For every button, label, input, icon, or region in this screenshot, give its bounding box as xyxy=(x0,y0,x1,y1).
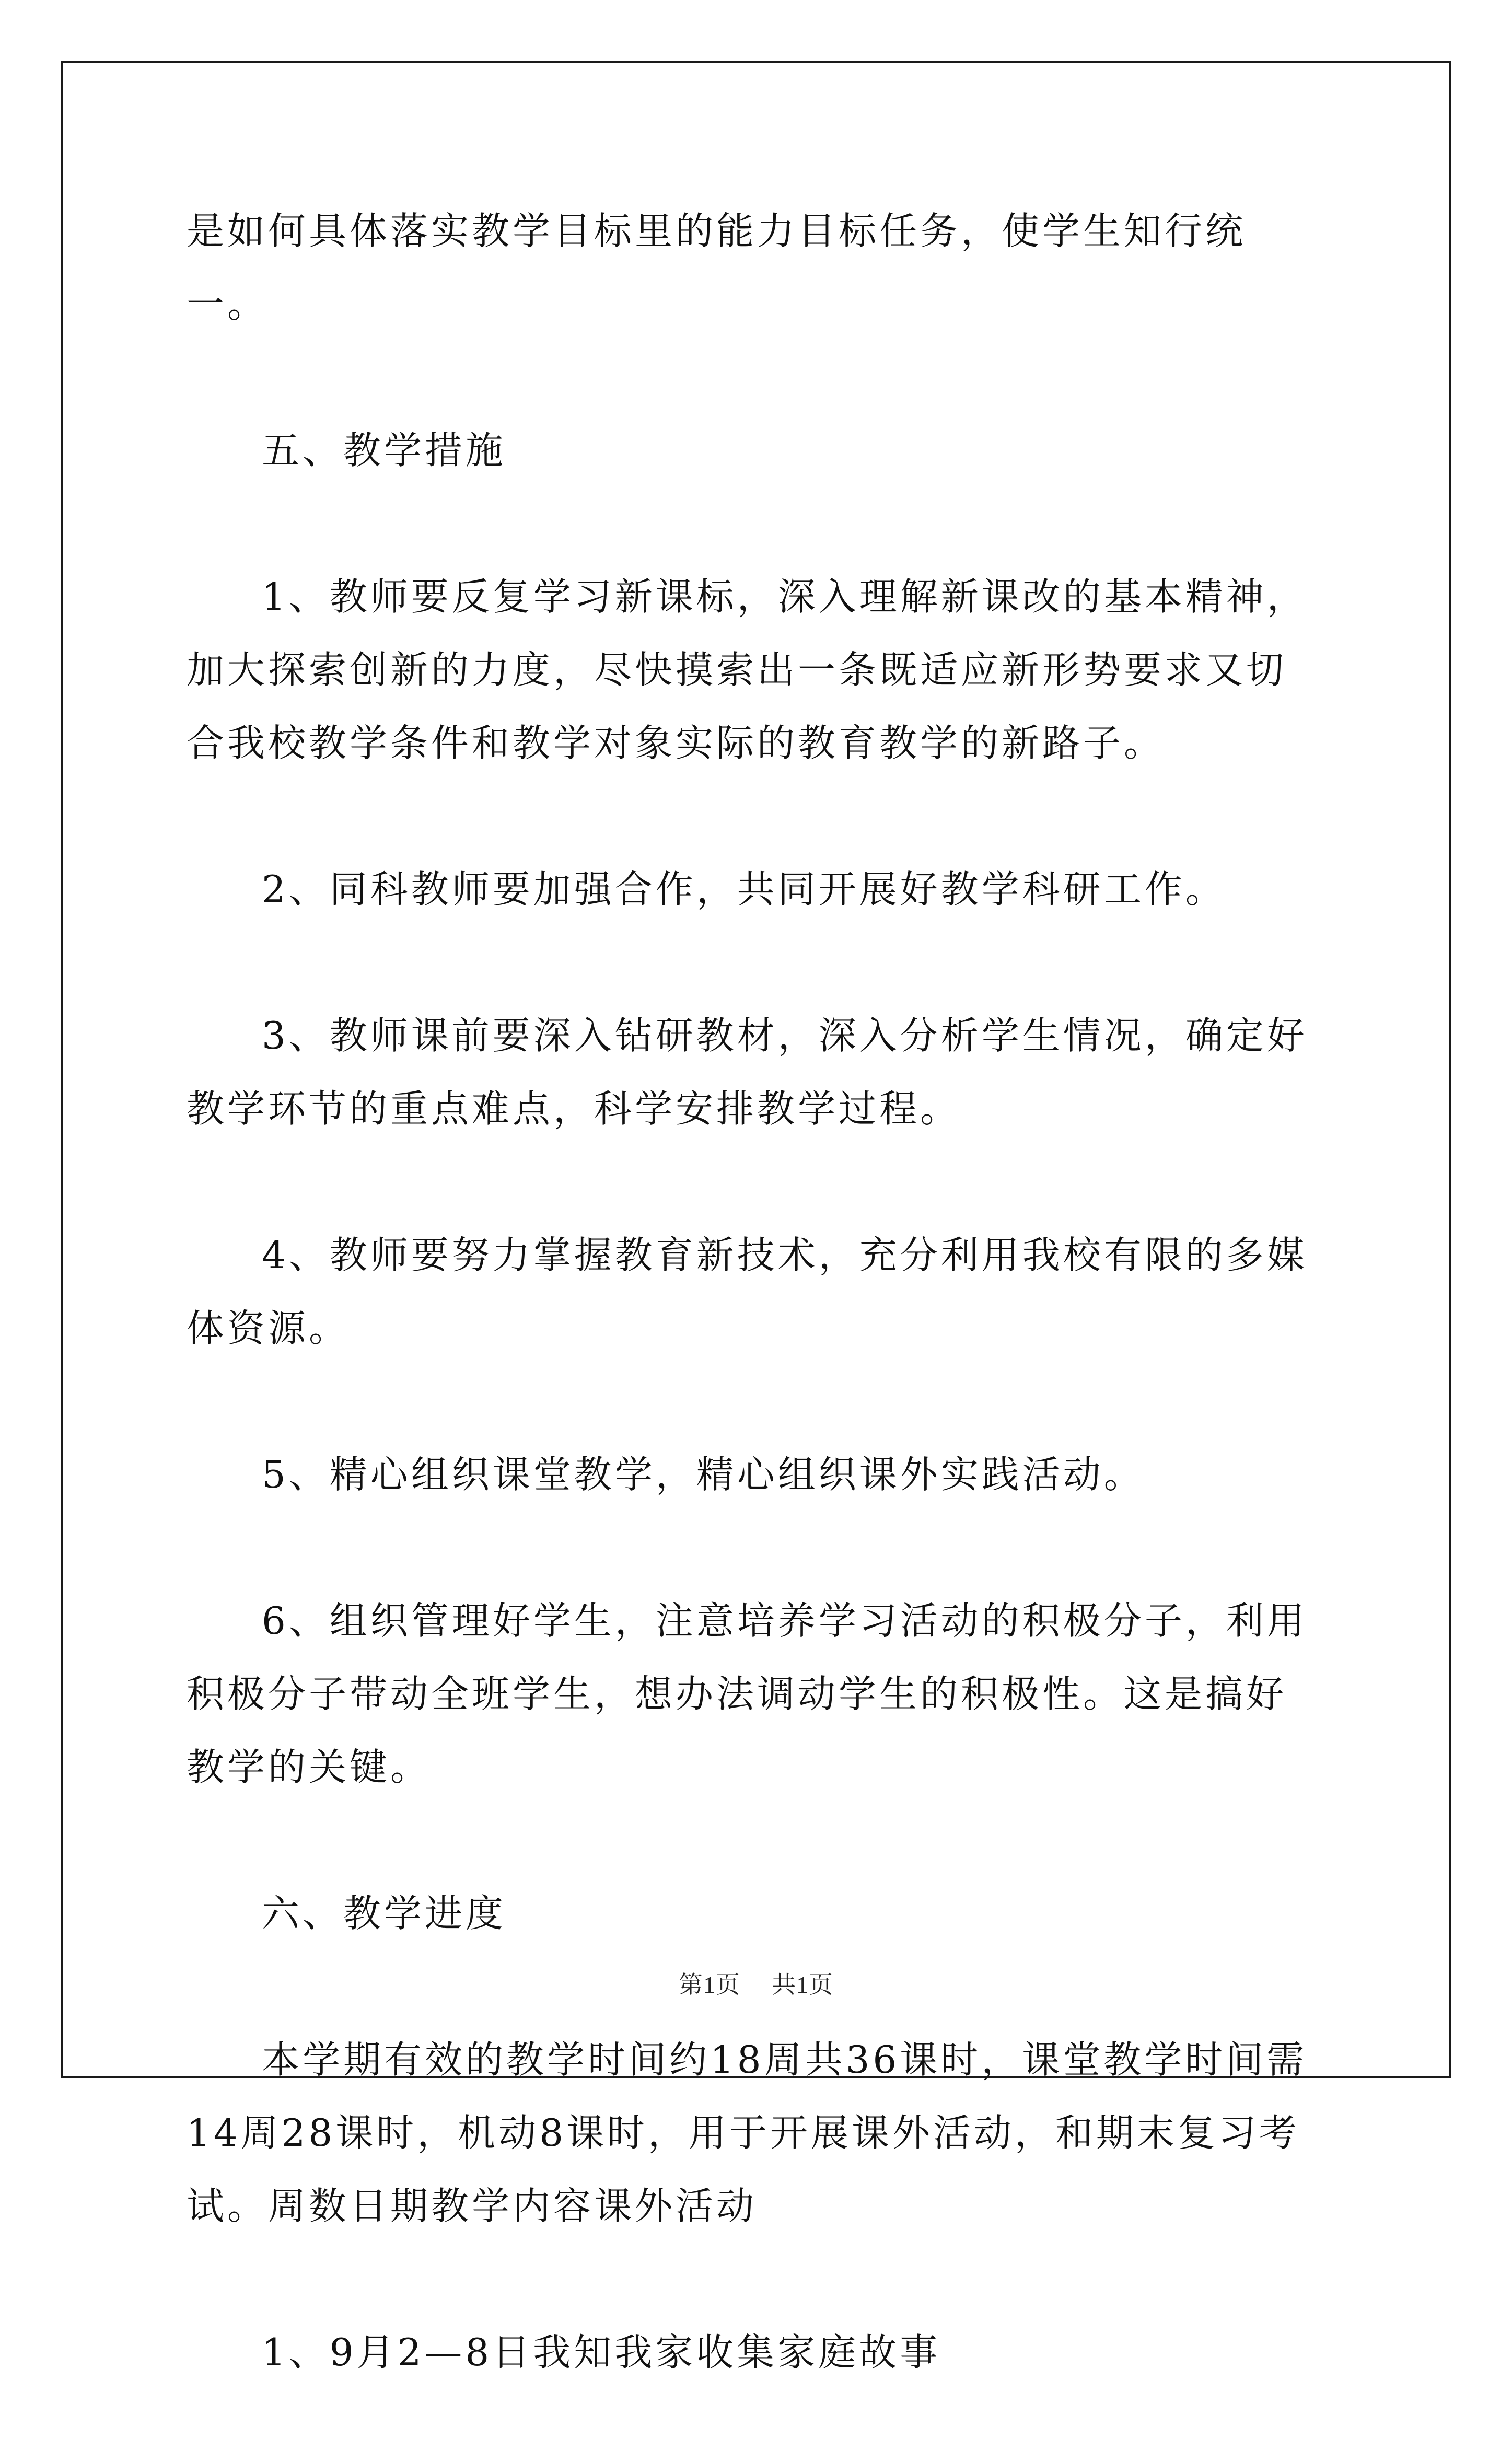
paragraph-continuation: 是如何具体落实教学目标里的能力目标任务，使学生知行统一。 xyxy=(187,209,1247,326)
paragraph-measure-5: 5、精心组织课堂教学，精心组织课外实践活动。 xyxy=(262,1453,1145,1496)
document-body xyxy=(187,194,1325,2462)
paragraph-measure-2: 2、同科教师要加强合作，共同开展好教学科研工作。 xyxy=(262,867,1226,911)
page-total-label: 共1页 xyxy=(772,1971,833,1998)
page-number-label: 第1页 xyxy=(679,1971,740,1998)
paragraph-schedule-summary: 本学期有效的教学时间约18周共36课时，课堂教学时间需14周28课时，机动8课时，用于开展课外活动，和期末复习考试。周数日期教学内容课外活动 xyxy=(187,2038,1308,2228)
paragraph-measure-4: 4、教师要努力掌握教育新技术，充分利用我校有限的多媒体资源。 xyxy=(187,1233,1308,1350)
paragraph-measure-3: 3、教师课前要深入钻研教材，深入分析学生情况，确定好教学环节的重点难点，科学安排教学过程。 xyxy=(187,1014,1308,1131)
paragraph-measure-1: 1、教师要反复学习新课标，深入理解新课改的基本精神，加大探索创新的力度，尽快摸索出一条既适应新形势要求又切合我校教学条件和教学对象实际的教育教学的新路子。 xyxy=(187,575,1308,765)
section-heading-measures: 五、教学措施 xyxy=(262,428,507,472)
page-footer xyxy=(0,1966,1512,2000)
section-heading-schedule: 六、教学进度 xyxy=(262,1891,507,1935)
paragraph-schedule-week-1: 1、9月2—8日我知我家收集家庭故事 xyxy=(262,2330,941,2374)
paragraph-measure-6: 6、组织管理好学生，注意培养学习活动的积极分子，利用积极分子带动全班学生，想办法调动学生的积极性。这是搞好教学的关键。 xyxy=(187,1599,1308,1789)
